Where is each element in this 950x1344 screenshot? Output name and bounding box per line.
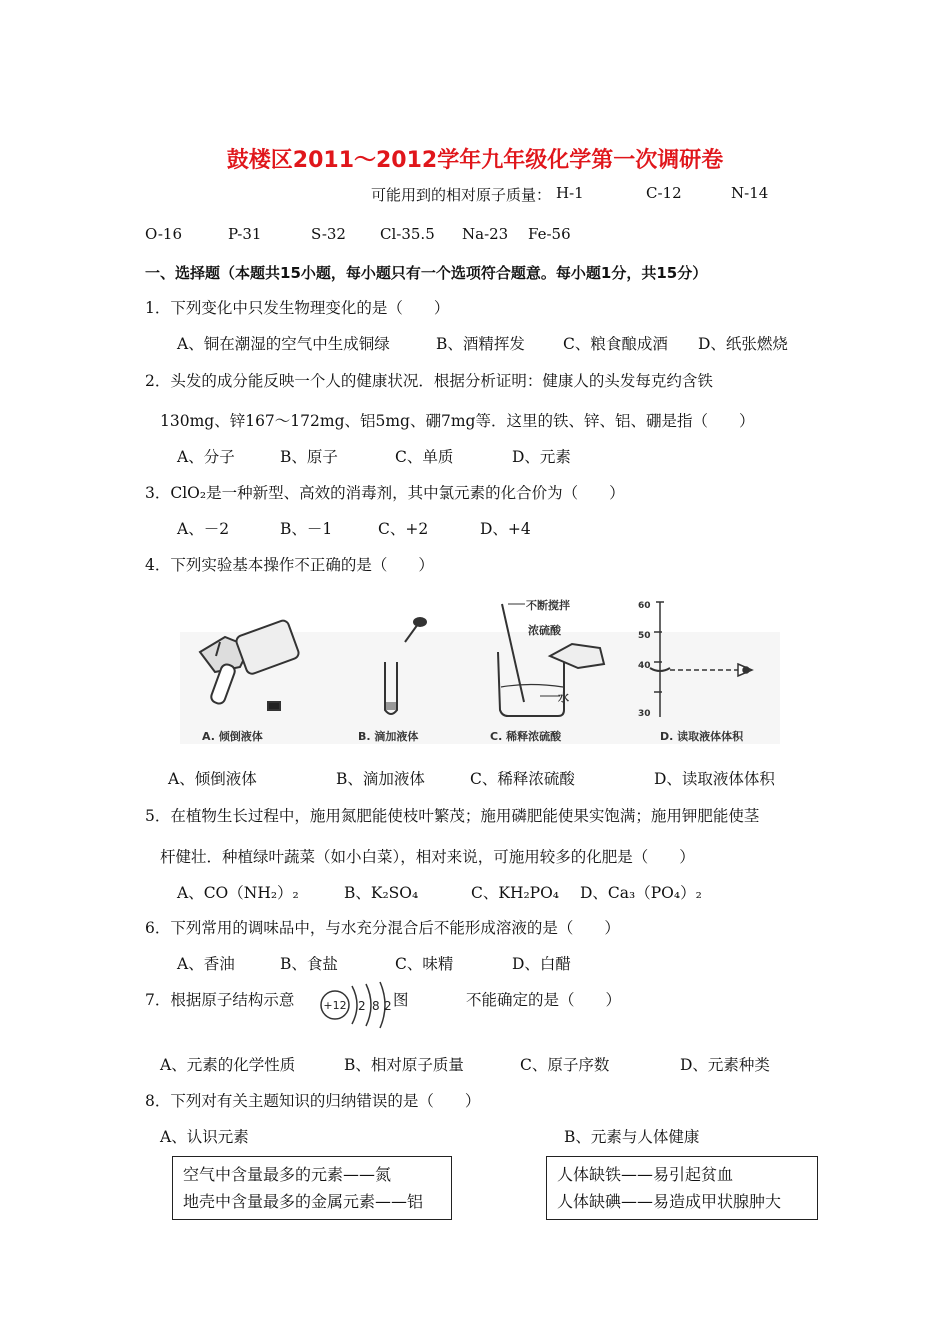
mass-cl: Cl-35.5 xyxy=(380,225,435,243)
q4-option-c: C、稀释浓硫酸 xyxy=(470,770,575,788)
q6-option-c: C、味精 xyxy=(395,955,454,973)
q8-sub-b: B、元素与人体健康 xyxy=(564,1128,700,1146)
mass-p: P-31 xyxy=(228,225,262,243)
water-label: 水 xyxy=(558,691,569,704)
q5-stem: 5．在植物生长过程中，施用氮肥能使枝叶繁茂；施用磷肥能使果实饱满；施用钾肥能使茎 xyxy=(145,807,760,825)
mass-na: Na-23 xyxy=(462,225,509,243)
q5-option-c: C、KH₂PO₄ xyxy=(471,884,560,902)
q5-stem-cont: 杆健壮．种植绿叶蔬菜（如小白菜），相对来说，可施用较多的化肥是（ ） xyxy=(160,848,695,866)
q8-stem: 8．下列对有关主题知识的归纳错误的是（ ） xyxy=(145,1092,481,1110)
caption-c: C. 稀释浓硫酸 xyxy=(490,730,562,743)
q5-option-b: B、K₂SO₄ xyxy=(344,884,419,902)
q1-stem: 1．下列变化中只发生物理变化的是（ ） xyxy=(145,299,450,317)
tick-30: 30 xyxy=(638,709,651,719)
shell-1-count: 2 xyxy=(358,999,366,1013)
acid-label: 浓硫酸 xyxy=(528,624,561,637)
shell-arc-2 xyxy=(366,984,371,1026)
q3-stem: 3．ClO₂是一种新型、高效的消毒剂，其中氯元素的化合价为（ ） xyxy=(145,484,625,502)
exam-title: 鼓楼区2011～2012学年九年级化学第一次调研卷 xyxy=(226,148,724,173)
section-heading: 一、选择题（本题共15小题，每小题只有一个选项符合题意。每小题1分，共15分） xyxy=(145,264,708,282)
tick-60: 60 xyxy=(638,601,651,611)
shell-arc-1 xyxy=(352,986,357,1024)
mass-s: S-32 xyxy=(311,225,346,243)
q4-option-b: B、滴加液体 xyxy=(336,770,425,788)
q4-option-d: D、读取液体体积 xyxy=(654,770,775,788)
q7-option-c: C、原子序数 xyxy=(520,1056,610,1074)
q2-option-c: C、单质 xyxy=(395,448,454,466)
atomic-mass-label: 可能用到的相对原子质量： xyxy=(371,186,552,204)
q3-option-a: A、－2 xyxy=(177,520,230,538)
q3-option-c: C、+2 xyxy=(378,520,429,538)
q1-option-b: B、酒精挥发 xyxy=(436,335,525,353)
q6-option-d: D、白醋 xyxy=(512,955,571,973)
mass-o: O-16 xyxy=(145,225,183,243)
caption-a: A. 倾倒液体 xyxy=(202,730,263,743)
q3-option-b: B、－1 xyxy=(280,520,333,538)
q6-option-a: A、香油 xyxy=(177,955,235,973)
box-b-knowledge xyxy=(546,1156,818,1220)
box-a-knowledge xyxy=(172,1156,452,1220)
q4-stem: 4．下列实验基本操作不正确的是（ ） xyxy=(145,556,434,574)
q2-stem-cont: 130mg、锌167～172mg、铝5mg、硼7mg等．这里的铁、锌、铝、硼是指（ ） xyxy=(160,412,755,430)
q2-option-d: D、元素 xyxy=(512,448,571,466)
mass-h: H-1 xyxy=(556,184,584,202)
caption-d: D. 读取液体体积 xyxy=(660,730,744,743)
box-b-line-2: 人体缺碘——易造成甲状腺肿大 xyxy=(557,1192,782,1211)
q7-stem-b: 图 xyxy=(393,991,409,1009)
q2-option-b: B、原子 xyxy=(280,448,338,466)
q5-option-a: A、CO（NH₂）₂ xyxy=(177,884,299,902)
q3-option-d: D、+4 xyxy=(480,520,531,538)
q4-option-a: A、倾倒液体 xyxy=(168,770,257,788)
q2-stem: 2．头发的成分能反映一个人的健康状况．根据分析证明：健康人的头发每克约含铁 xyxy=(145,372,713,390)
shell-3-count: 2 xyxy=(384,999,392,1013)
nucleus-charge: +12 xyxy=(323,999,347,1012)
q6-stem: 6．下列常用的调味品中，与水充分混合后不能形成溶液的是（ ） xyxy=(145,919,620,937)
q7-stem-a: 7．根据原子结构示意 xyxy=(145,991,295,1009)
q1-option-a: A、铜在潮湿的空气中生成铜绿 xyxy=(177,335,390,353)
tick-40: 40 xyxy=(638,661,651,671)
q8-sub-a: A、认识元素 xyxy=(160,1128,249,1146)
q7-option-b: B、相对原子质量 xyxy=(344,1056,464,1074)
q6-option-b: B、食盐 xyxy=(280,955,338,973)
shell-2-count: 8 xyxy=(372,999,380,1013)
caption-b: B. 滴加液体 xyxy=(358,730,419,743)
stir-label: 不断搅拌 xyxy=(526,599,570,612)
q7-option-a: A、元素的化学性质 xyxy=(160,1056,296,1074)
mass-fe: Fe-56 xyxy=(528,225,571,243)
q1-option-c: C、粮食酿成酒 xyxy=(563,335,668,353)
q4-figure xyxy=(180,592,800,752)
box-b-line-1: 人体缺铁——易引起贫血 xyxy=(557,1165,734,1184)
box-a-line-2: 地壳中含量最多的金属元素——铝 xyxy=(183,1192,424,1211)
box-a-line-1: 空气中含量最多的元素——氮 xyxy=(183,1165,392,1184)
mass-n: N-14 xyxy=(731,184,769,202)
q1-option-d: D、纸张燃烧 xyxy=(698,335,788,353)
q7-stem-c: 不能确定的是（ ） xyxy=(466,991,622,1009)
mass-c: C-12 xyxy=(646,184,682,202)
q5-option-d: D、Ca₃（PO₄）₂ xyxy=(580,884,702,902)
tick-50: 50 xyxy=(638,631,651,641)
q2-option-a: A、分子 xyxy=(177,448,235,466)
q7-option-d: D、元素种类 xyxy=(680,1056,770,1074)
atom-structure-diagram xyxy=(318,978,398,1030)
